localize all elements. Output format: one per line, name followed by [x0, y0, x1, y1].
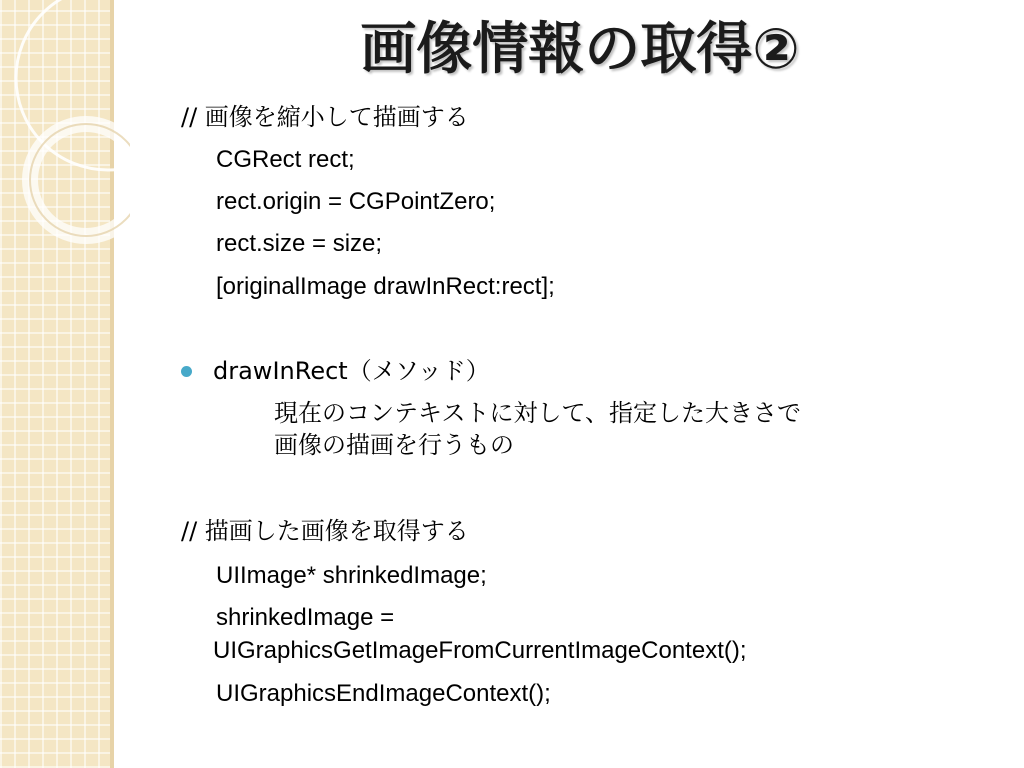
bullet-dot	[181, 366, 192, 377]
bullet-label: drawInRect（メソッド）	[213, 357, 490, 385]
bullet-description-line: 画像の描画を行うもの	[274, 431, 514, 459]
code-line: UIImage* shrinkedImage;	[216, 562, 487, 589]
code-line: UIGraphicsGetImageFromCurrentImageContext();	[213, 637, 747, 664]
code-line: rect.origin = CGPointZero;	[216, 188, 496, 215]
code-line: shrinkedImage =	[216, 604, 395, 631]
code-line: [originalImage drawInRect:rect];	[216, 273, 555, 300]
code-line: rect.size = size;	[216, 230, 383, 257]
code-line: CGRect rect;	[216, 146, 355, 173]
code-line: UIGraphicsEndImageContext();	[216, 680, 551, 707]
code-comment-1: // 画像を縮小して描画する	[181, 103, 469, 131]
code-comment-2: // 描画した画像を取得する	[181, 517, 469, 545]
slide-title: 画像情報の取得②	[360, 17, 800, 82]
bullet-description-line: 現在のコンテキストに対して、指定した大きさで	[274, 399, 802, 427]
